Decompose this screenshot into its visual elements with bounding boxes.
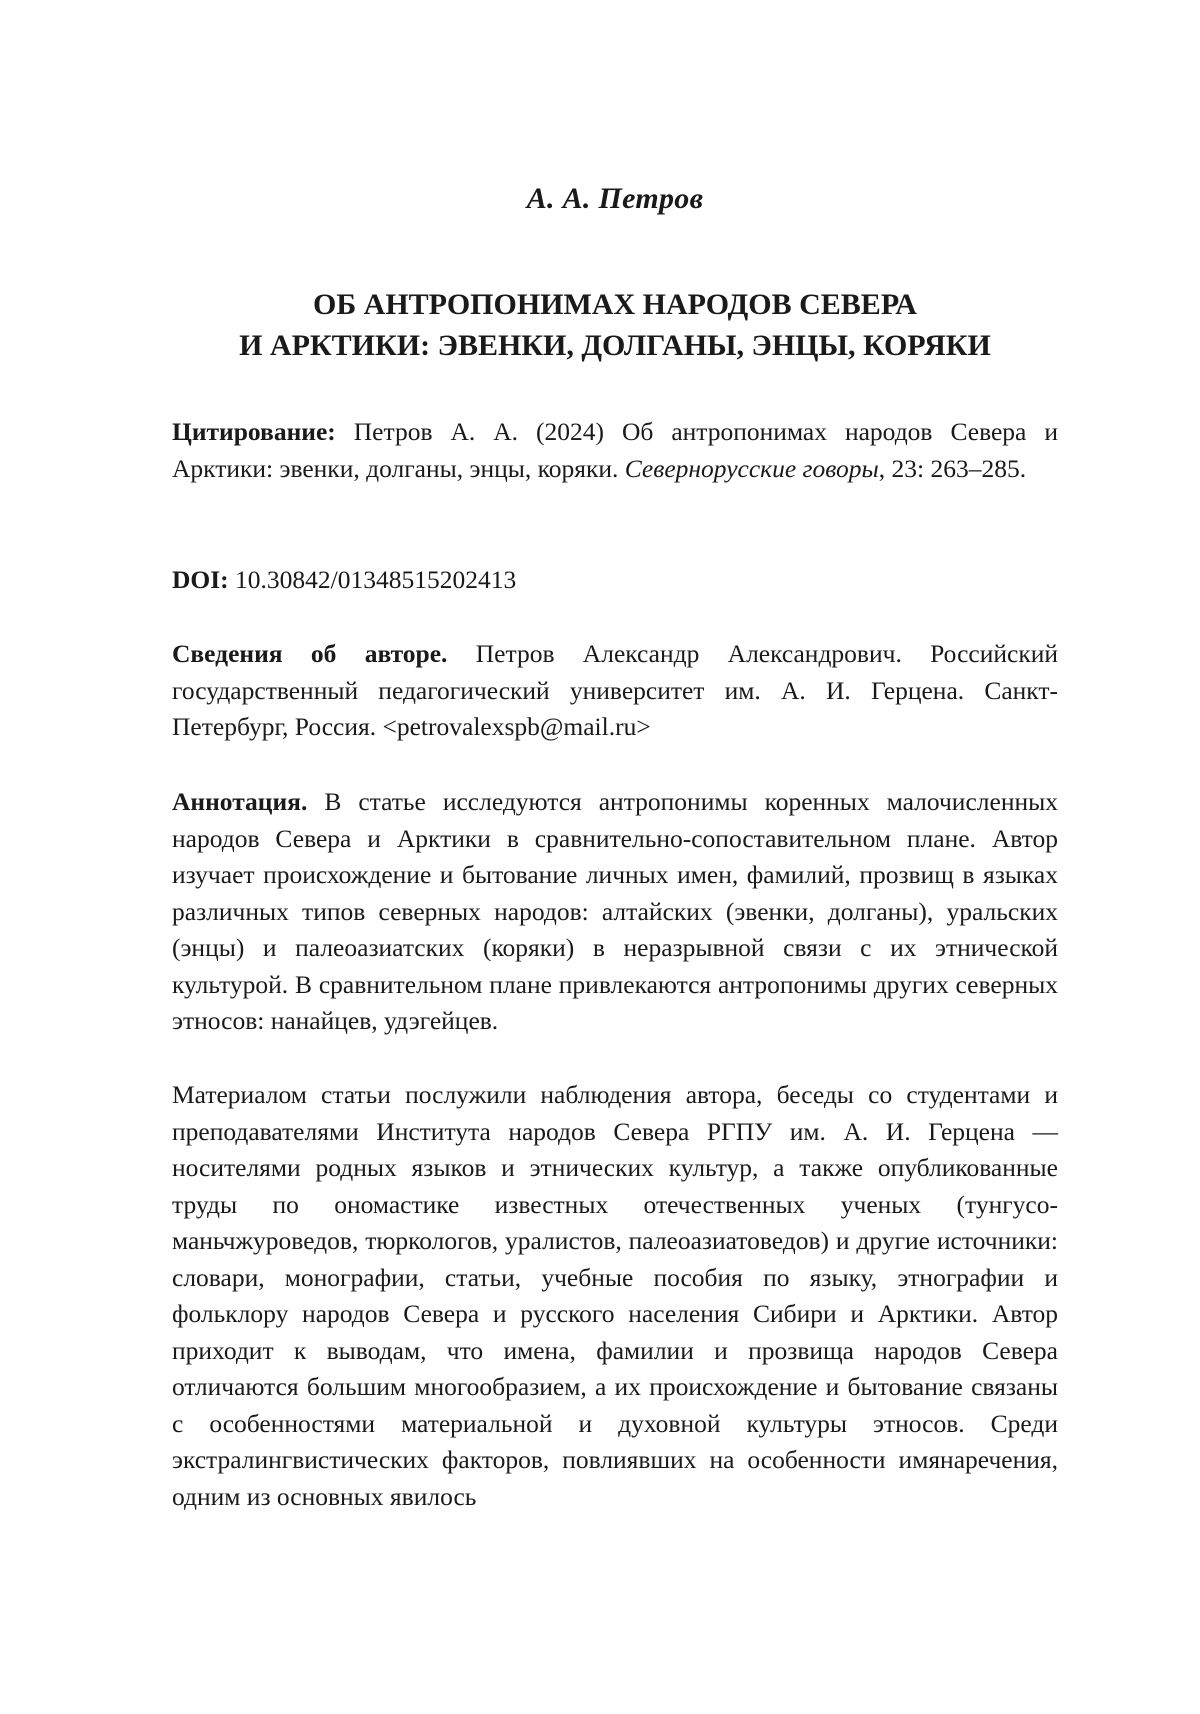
abstract-paragraph-2: Материалом статьи послужили наблюдения автора, беседы со студентами и преподавателями Института народов Севера РГПУ им. А. И. Герцена — носителями родных языков и этнических культур, а также опубликованные труды по ономастике известных отечественных ученых (тунгусо-маньчжуроведов, тюркологов, уралистов, палеоазиатоведов) и другие источники: словари, монографии, статьи, учебные пособия по языку, этнографии и фольклору народов Севера и русского населения Сибири и Арктики. Автор приходит к выводам, что имена, фамилии и прозвища народов Севера отличаются большим многообразием, а их происхождение и бытование связаны с особенностями материальной и духовной культуры этносов. Среди экстралингвистических факторов, повлиявших на особенности имянаречения, одним из основных явилось (172, 1080, 1058, 1511)
doi-label: DOI: (172, 565, 229, 594)
doi-block (172, 562, 1058, 599)
citation-block (172, 414, 1058, 487)
citation-label: Цитирование: (172, 417, 336, 446)
citation-rest: , 23: 263–285. (878, 453, 1027, 483)
citation-journal: Севернорусские говоры (624, 453, 879, 483)
article-title (172, 284, 1058, 366)
title-line-1: ОБ АНТРОПОНИМАХ НАРОДОВ СЕВЕРА (313, 288, 917, 321)
about-author-block (172, 636, 1058, 746)
abstract-paragraph-1: В статье исследуются антропонимы коренных малочисленных народов Севера и Арктики в сравнительно-сопоставительном плане. Автор изучает происхождение и бытование личных имен, фамилий, прозвищ в языках различных типов северных народов: алтайских (эвенки, долганы), уральских (энцы) и палеоазиатских (коряки) в неразрывной связи с их этнической культурой. В сравнительном плане привлекаются антропонимы других северных этносов: нанайцев, удэгейцев. (172, 787, 1058, 1035)
citation-text: Петров А. А. (2024) Об антропонимах народов Севера и Арктики: эвенки, долганы, энцы, коряки. (172, 417, 1058, 483)
abstract-label: Аннотация. (172, 787, 308, 816)
author-name: А. А. Петров (526, 182, 704, 215)
about-author-text: Петров Александр Александрович. Российский государственный педагогический университет им. А. И. Герцена. Санкт-Петербург, Россия. <petrovalexspb@mail.ru> (172, 639, 1058, 741)
about-author-label: Сведения об авторе. (172, 639, 448, 668)
title-line-2: И АРКТИКИ: ЭВЕНКИ, ДОЛГАНЫ, ЭНЦЫ, КОРЯКИ (239, 329, 991, 362)
doi-value: 10.30842/01348515202413 (235, 565, 517, 594)
abstract-block (172, 784, 1058, 1040)
